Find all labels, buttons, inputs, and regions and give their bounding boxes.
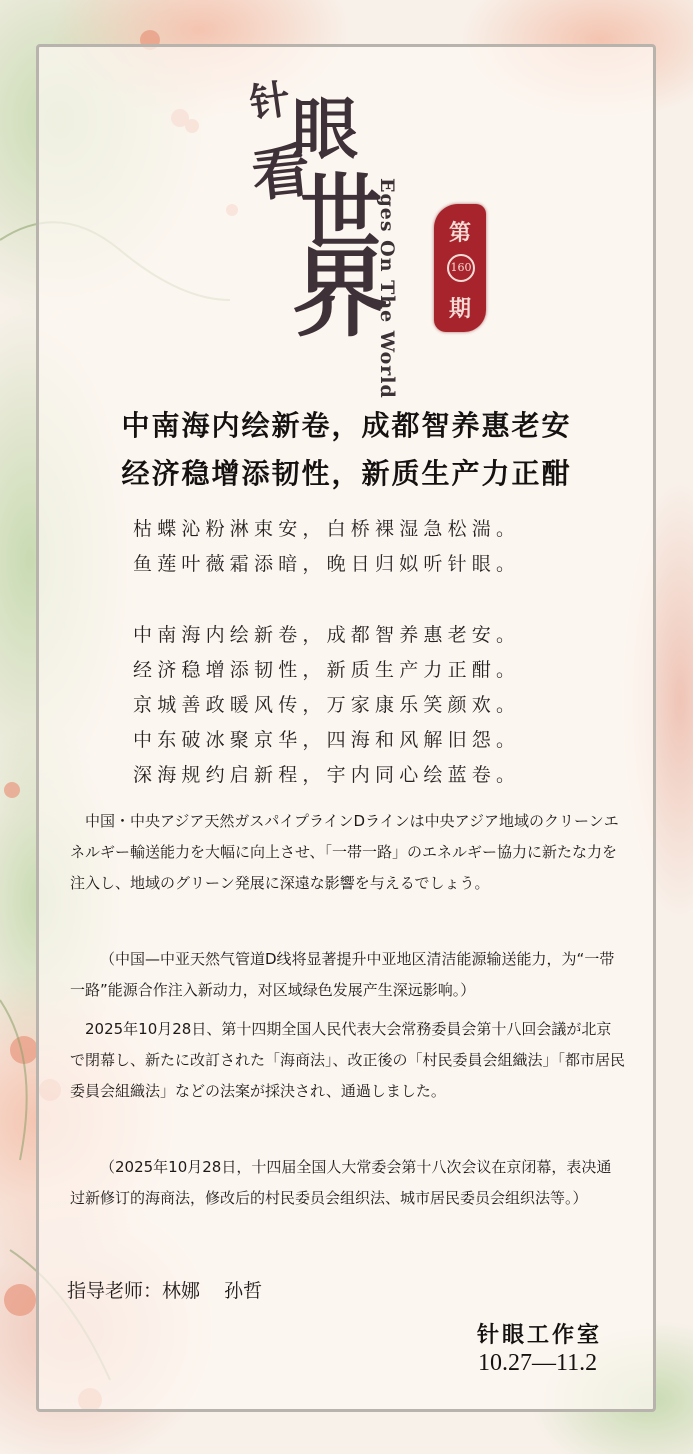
poem-line: 中东破冰聚京华，四海和风解旧怨。: [133, 729, 521, 751]
headline-line-2: 经济稳增添韧性，新质生产力正酣: [121, 457, 572, 490]
japanese-paragraph-pipeline: 中国・中央アジア天然ガスパイプラインDラインは中央アジア地域のクリーンエネルギー輸送能力を大幅に向上させ、「一帯一路」のエネルギー協力に新たな力を注入し、地域のグリーン発展に深遠な影響を与えるでしょう。: [70, 812, 619, 892]
issue-seal: [434, 204, 486, 332]
title-char-jie: 界: [292, 237, 388, 350]
chinese-paragraph-pipeline: （中国—中亚天然气管道D线将显著提升中亚地区清洁能源输送能力，为“一带一路”能源合作注入新动力，对区域绿色发展产生深远影响。）: [70, 950, 615, 999]
advisor-credit: 指导老师：林娜 孙哲: [67, 1280, 263, 1302]
poem-line: 鱼莲叶薇霜添暗，晚日归姒听针眼。: [133, 553, 521, 575]
poem-line: 经济稳增添韧性，新质生产力正酣。: [133, 659, 521, 681]
poem-line: 枯蝶沁粉淋束安，白桥裸湿急松湍。: [133, 518, 521, 540]
title-char-kan: 看: [248, 136, 314, 210]
date-range: 10.27—11.2: [478, 1350, 598, 1376]
seal-issue-number: 160: [447, 254, 475, 282]
seal-qi: 期: [448, 296, 471, 322]
poem-line: 深海规约启新程，宇内同心绘蓝卷。: [133, 764, 521, 786]
chinese-paragraph-npc: （2025年10月28日，十四届全国人大常委会第十八次会议在京闭幕，表决通过新修订的海商法，修改后的村民委员会组织法、城市居民委员会组织法等。）: [70, 1158, 612, 1207]
title-char-shi: 世: [300, 165, 383, 261]
poem-line: 中南海内绘新卷，成都智养惠老安。: [133, 624, 521, 646]
headline-line-1: 中南海内绘新卷，成都智养惠老安: [121, 409, 572, 442]
english-title: Eges On The World: [376, 178, 398, 399]
japanese-paragraph-npc: 2025年10月28日、第十四期全国人民代表大会常務委員会第十八回会議が北京で閉幕し、新たに改訂された「海商法」、改正後の「村民委員会組織法」「都市居民委員会組織法」などの法案が採決され、通過しました。: [70, 1020, 626, 1100]
poem-line: 京城善政暖风传，万家康乐笑颜欢。: [133, 694, 521, 716]
studio-name: 针眼工作室: [477, 1322, 603, 1348]
title-char-zhen: 针: [246, 75, 294, 128]
seal-di: 第: [448, 220, 471, 246]
title-char-yan: 眼: [292, 90, 358, 168]
